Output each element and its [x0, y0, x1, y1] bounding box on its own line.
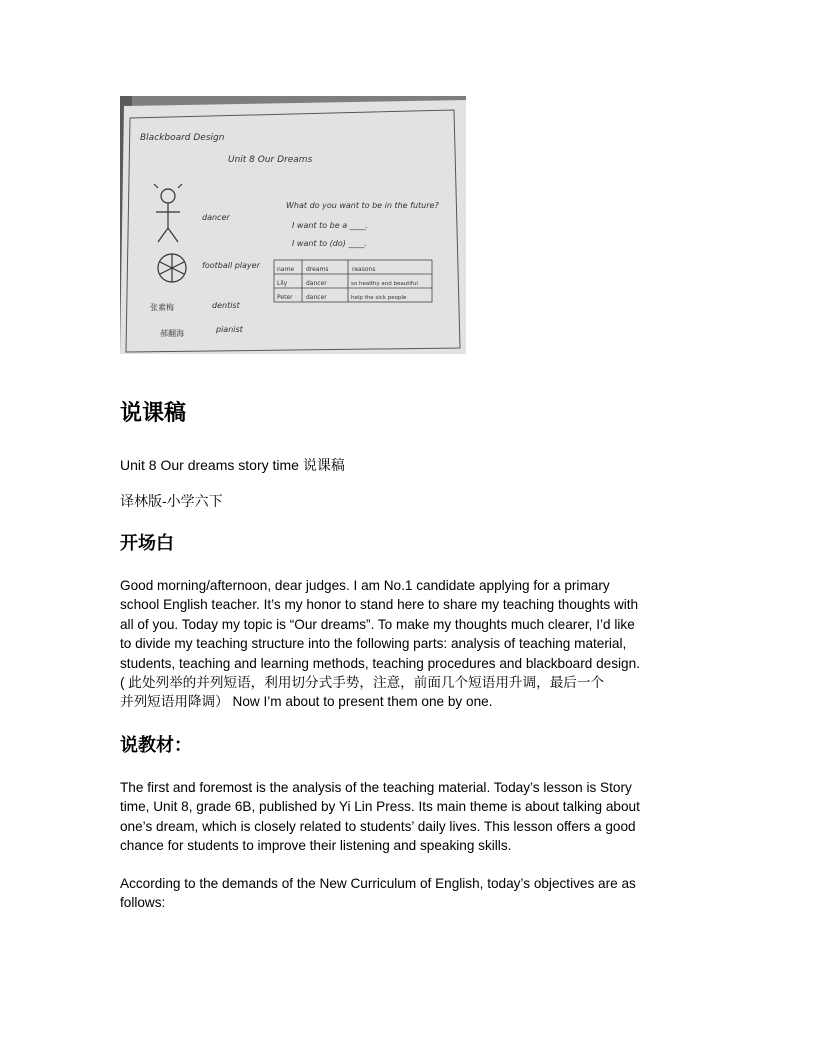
document-edition: 译林版-小学六下 [120, 493, 223, 509]
label-dancer-text: dancer [202, 213, 230, 222]
objectives-line: follows: [120, 895, 166, 911]
material-line: chance for students to improve their listening and speaking skills. [120, 838, 512, 854]
name-2-text: 郝翻海 [160, 329, 184, 338]
table-cell: Peter [277, 294, 293, 301]
question-text: What do you want to be in the future? [286, 201, 439, 210]
material-line: time, Unit 8, grade 6B, published by Yi Lin Press. Its main theme is about talking about [120, 799, 640, 815]
objectives-paragraph [120, 874, 690, 913]
intro-line: school English teacher. It’s my honor to stand here to share my teaching thoughts with [120, 597, 639, 613]
intro-line: 并列短语用降调） Now I’m about to present them one by one. [120, 694, 493, 710]
table-header-reasons: reasons [352, 266, 376, 273]
pattern-1-text: I want to be a ____. [292, 221, 369, 230]
material-line: one’s dream, which is closely related to students’ daily lives. This lesson offers a good [120, 818, 636, 834]
document-subtitle: Unit 8 Our dreams story time 说课稿 [120, 457, 345, 473]
document-title: 说课稿 [120, 401, 187, 426]
intro-line: to divide my teaching structure into the following parts: analysis of teaching material, [120, 636, 627, 652]
pattern-2-text: I want to (do) ____. [292, 239, 367, 248]
blackboard-design-photo [120, 96, 466, 354]
table-cell: Lily [277, 280, 288, 287]
section-heading-material: 说教材： [120, 735, 192, 756]
label-dentist-text: dentist [212, 301, 240, 310]
board-title-text: Blackboard Design [140, 133, 225, 143]
intro-line: all of you. Today my topic is “Our dreams”. To make my thoughts much clearer, I’d like [120, 616, 635, 632]
table-cell: dancer [306, 294, 327, 301]
table-cell: help the sick people [351, 295, 407, 301]
objectives-line: According to the demands of the New Curriculum of English, today’s objectives are as [120, 876, 636, 891]
intro-line: Good morning/afternoon, dear judges. I am No.1 candidate applying for a primary [120, 578, 610, 593]
table-cell: dancer [306, 280, 327, 287]
unit-title-text: Unit 8 Our Dreams [228, 155, 313, 165]
intro-line: ( 此处列举的并列短语，利用切分式手势，注意，前面几个短语用升调，最后一个 [120, 675, 605, 691]
label-pianist-text: pianist [216, 325, 243, 334]
section-heading-opening: 开场白 [120, 533, 174, 554]
table-header-name: name [277, 266, 295, 273]
intro-paragraph [120, 576, 690, 712]
intro-line: students, teaching and learning methods, teaching procedures and blackboard design. [120, 655, 640, 671]
material-line: The first and foremost is the analysis of the teaching material. Today’s lesson is Story [120, 780, 632, 795]
blackboard-sketch [120, 96, 466, 354]
table-cell: so healthy and beautiful [351, 281, 418, 287]
label-football-text: football player [202, 261, 260, 270]
material-paragraph [120, 778, 690, 856]
name-1-text: 张素梅 [150, 303, 174, 312]
table-header-dreams: dreams [306, 266, 329, 273]
